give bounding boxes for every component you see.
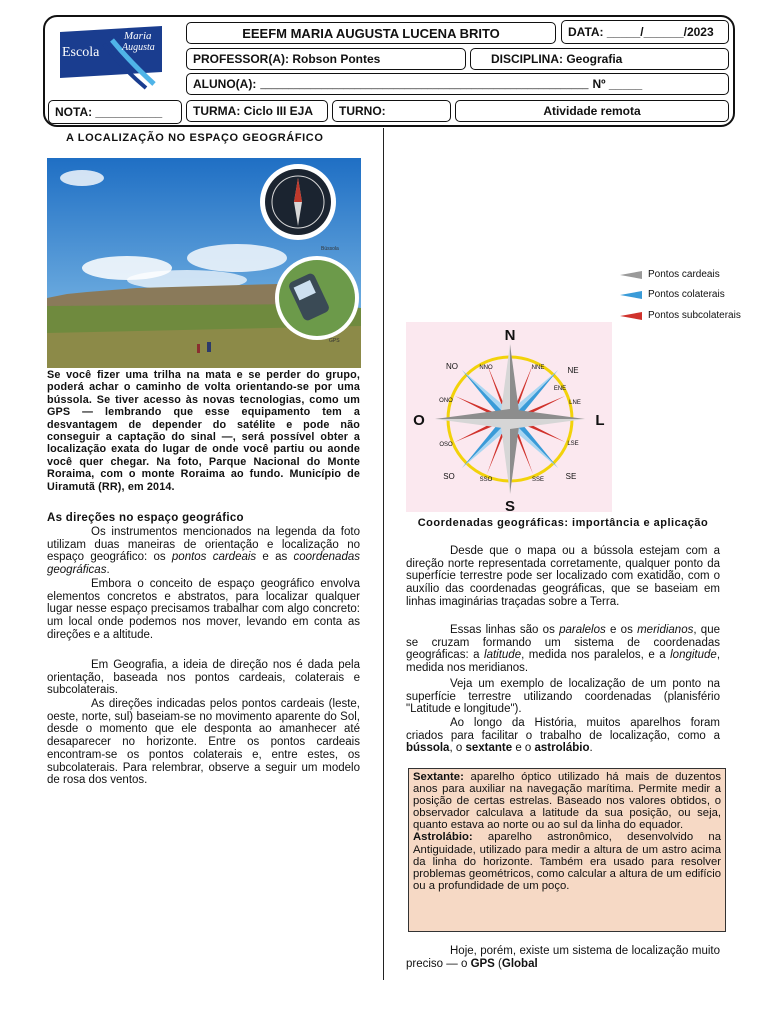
coordinates-paragraph-3: Veja um exemplo de localização de um ponto na superfície terrestre utilizando coordenadas (planisfério "Latitude e longitude").: [406, 678, 720, 716]
class-label: TURMA: Ciclo III EJA: [193, 104, 314, 118]
collateral-arrow-icon: [620, 290, 642, 300]
mode-box: [455, 100, 729, 122]
number-label: Nº _____: [592, 77, 643, 91]
rose-label-lse: LSE: [567, 441, 579, 447]
rose-label-so: SO: [443, 472, 455, 481]
rose-label-n: N: [504, 327, 516, 344]
school-name-box: [186, 22, 556, 44]
instruments-info-box: [408, 768, 726, 932]
column-divider: [383, 128, 384, 980]
directions-paragraph-3: Em Geografia, a ideia de direção nos é dada pela orientação, baseada nos pontos cardeais, colaterais e subcolaterais.: [47, 659, 360, 697]
student-label: ALUNO(A):: [193, 77, 257, 91]
rose-label-ene: ENE: [553, 386, 567, 392]
teacher-label: PROFESSOR(A): Robson Pontes: [193, 52, 381, 66]
teacher-box: [186, 48, 466, 70]
photo-caption: Se você fizer uma trilha na mata e se perder do grupo, poderá achar o caminho de volta orientando-se por uma bússola. Se tiver acesso às novas tecnologias, como um GPS — lembrando que esse equipamento tem a desvantagem de depender do satélite e pode não conseguir a captação do sinal —, será possível obter a localização exata do lugar de onde você partiu ou aonde você quer chegar. Na foto, Parque Nacional do Monte Roraima, com o monte Roraima ao fundo. Município de Uiramutã (RR), em 2014.: [47, 369, 360, 493]
cardinal-arrow-icon: [620, 270, 642, 280]
logo-text-augusta: Augusta: [122, 42, 155, 53]
directions-paragraph-4: As direções indicadas pelos pontos cardeais (leste, oeste, norte, sul) baseiam-se no movimento aparente do Sol, desde o momento que ele desponta ao amanhecer até desaparecer no horizonte. Entre os pontos cardeais encontram-se os pontos colaterais e, entre estes, os subcolaterais. Para relembrar, observe a seguir um modelo de rosa dos ventos.: [47, 698, 360, 787]
rose-label-o: O: [413, 412, 425, 429]
directions-paragraph-2: Embora o conceito de espaço geográfico envolva elementos concretos e abstratos, para localizar qualquer lugar nesse espaço precisamos trabalhar com algo concreto: um local onde podemos nos mover, levando em conta as direções e a altitude.: [47, 578, 360, 641]
subject-box: [470, 48, 729, 70]
compass-label: Bússola: [321, 246, 339, 252]
subject-label: DISCIPLINA: Geografia: [491, 52, 623, 66]
rose-label-ono: ONO: [439, 398, 453, 404]
school-logo: [52, 22, 172, 90]
school-name: EEEFM MARIA AUGUSTA LUCENA BRITO: [242, 25, 500, 41]
rose-label-nno: NNO: [479, 365, 493, 371]
astrolabio-definition: Astrolábio: aparelho astronômico, desenvolvido na Antiguidade, utilizado para medir a altura de um astro acima da linha do horizonte. Também era usado para resolver problemas geométricos, como calcular a altura de um edifício ou a profundidade de um poço.: [413, 831, 721, 892]
gps-paragraph: Hoje, porém, existe um sistema de localização muito preciso — o GPS (Global: [406, 945, 720, 970]
rose-label-oso: OSO: [439, 442, 453, 448]
rose-label-nne: NNE: [531, 365, 545, 371]
rose-label-ne: NE: [567, 366, 579, 375]
date-label: DATA: _____/______/2023: [568, 25, 714, 39]
logo-text-maria: Maria: [124, 30, 152, 42]
rose-label-s: S: [504, 498, 516, 512]
coordinates-paragraph-4: Ao longo da História, muitos aparelhos foram criados para facilitar o trabalho de localização, como a bússola, o sextante e o astrolábio.: [406, 717, 720, 755]
roraima-photo: [47, 158, 361, 368]
coordinates-paragraph-1: Desde que o mapa ou a bússola estejam com a direção norte representada corretamente, qualquer ponto da superfície terrestre pode ser localizado com exatidão, com o auxílio das coordenadas geográficas, que se baseiam em linhas imaginárias traçadas sobre a Terra.: [406, 545, 720, 608]
grade-field[interactable]: [48, 100, 182, 124]
student-field[interactable]: [186, 73, 729, 95]
grade-label: NOTA: __________: [55, 105, 163, 119]
rose-label-no: NO: [446, 362, 458, 371]
legend-subcollateral: Pontos subcolaterais: [620, 310, 741, 321]
directions-subtitle: As direções no espaço geográfico: [47, 512, 244, 524]
date-field[interactable]: [561, 20, 729, 44]
shift-field[interactable]: [332, 100, 451, 122]
rose-label-se: SE: [565, 472, 577, 481]
shift-label: TURNO:: [339, 104, 386, 118]
logo-text-escola: Escola: [62, 45, 100, 60]
directions-paragraph-1: Os instrumentos mencionados na legenda da foto utilizam duas maneiras de orientação e localização no espaço geográfico: os pontos cardeais e as coordenadas geográficas.: [47, 526, 360, 577]
compass-rose: [406, 322, 612, 512]
coordinates-title: Coordenadas geográficas: importância e aplicação: [417, 517, 709, 529]
rose-label-l: L: [595, 412, 605, 429]
sextante-definition: Sextante: aparelho óptico utilizado há mais de duzentos anos para auxiliar na navegação marítima. Permite medir a posição de certas estrelas. Baseado nos valores obtidos, o observador calculava a latitude da sua posição, ou seja, quanto estava ao norte ou ao sul da linha do equador.: [413, 771, 721, 832]
legend-cardinal: Pontos cardeais: [620, 269, 720, 280]
rose-label-sse: SSE: [531, 477, 545, 483]
page-title: A LOCALIZAÇÃO NO ESPAÇO GEOGRÁFICO: [66, 132, 324, 144]
coordinates-paragraph-2: Essas linhas são os paralelos e os meridianos, que se cruzam formando um sistema de coordenadas geográficas: a latitude, medida nos paralelos, e a longitude, medida nos meridianos.: [406, 624, 721, 675]
rose-label-sso: SSO: [479, 477, 493, 483]
mode-label: Atividade remota: [543, 104, 641, 118]
gps-label: GPS: [329, 338, 340, 344]
subcollateral-arrow-icon: [620, 311, 642, 321]
student-blank: ___________________________________________________________: [260, 78, 589, 90]
legend-collateral: Pontos colaterais: [620, 289, 725, 300]
rose-label-lne: LNE: [569, 400, 581, 406]
class-box: [186, 100, 328, 122]
